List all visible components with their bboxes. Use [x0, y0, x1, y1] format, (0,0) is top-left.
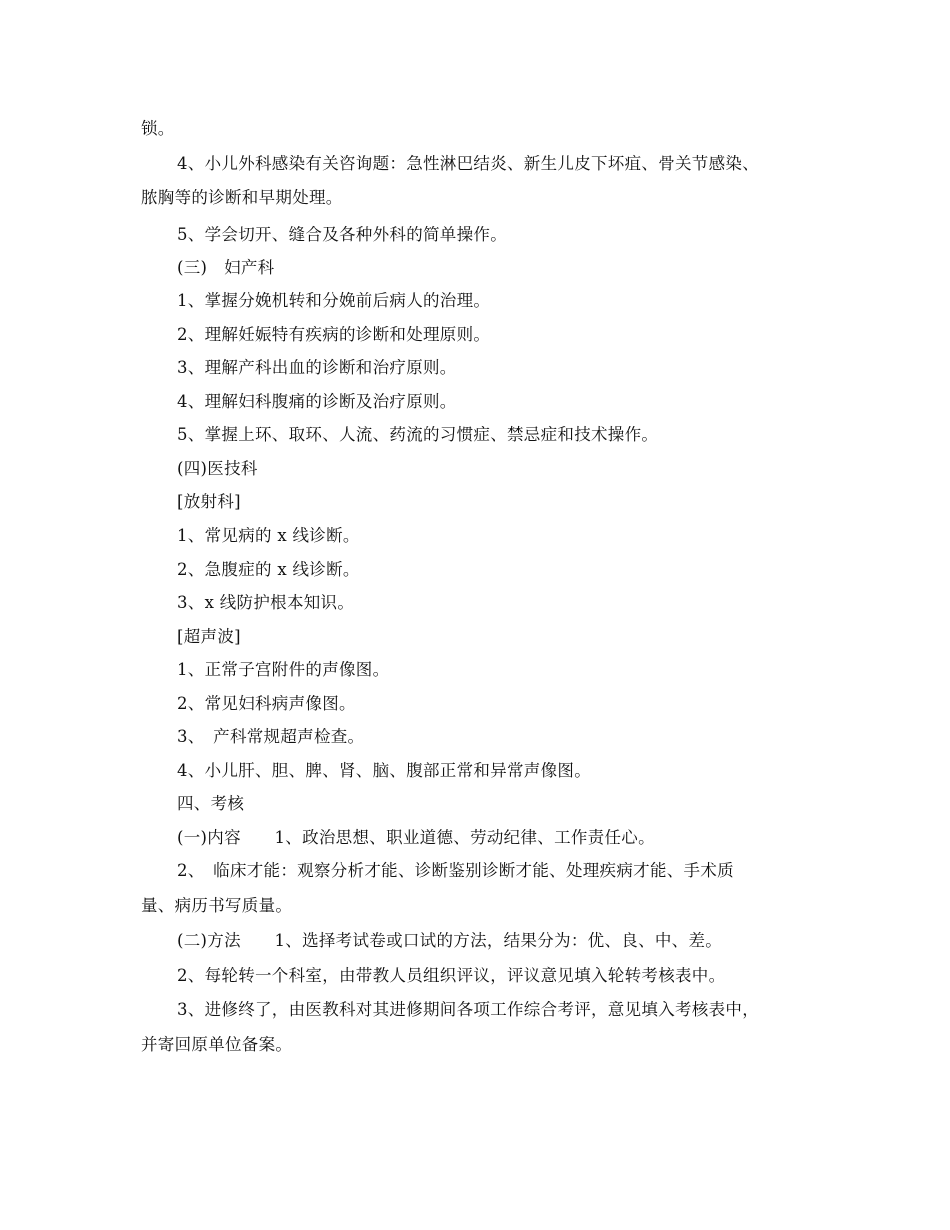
subsection-heading-radiology: [放射科]: [177, 492, 241, 511]
subsection-heading-ultrasound: [超声波]: [177, 627, 241, 646]
text-line-23: 2、 临床才能：观察分析才能、诊断鉴别诊断才能、处理疾病才能、手术质: [177, 861, 734, 880]
text-line-26: 2、每轮转一个科室，由带教人员组织评议，评议意见填入轮转考核表中。: [177, 966, 726, 985]
text-line-2: 4、小儿外科感染有关咨询题：急性淋巴结炎、新生儿皮下坏疽、骨关节感染、: [177, 154, 759, 173]
text-line-9: 4、理解妇科腹痛的诊断及治疗原则。: [177, 392, 457, 411]
text-line-8: 3、理解产科出血的诊断和治疗原则。: [177, 358, 457, 377]
section-heading-assessment: 四、考核: [177, 794, 245, 813]
text-line-7: 2、理解妊娠特有疾病的诊断和处理原则。: [177, 325, 491, 344]
text-line-1: 锁。: [141, 119, 175, 138]
text-line-24: 量、病历书写质量。: [141, 896, 293, 915]
section-heading-obstetrics: (三) 妇产科: [177, 258, 275, 277]
text-line-27: 3、进修终了，由医教科对其进修期间各项工作综合考评，意见填入考核表中，: [177, 1000, 759, 1019]
text-line-19: 3、 产科常规超声检查。: [177, 727, 365, 746]
text-line-6: 1、掌握分娩机转和分娩前后病人的治理。: [177, 291, 491, 310]
section-heading-medtech: (四)医技科: [177, 459, 258, 478]
text-line-28: 并寄回原单位备案。: [141, 1035, 293, 1054]
text-line-13: 1、常见病的 x 线诊断。: [177, 526, 360, 545]
text-line-4: 5、学会切开、缝合及各种外科的简单操作。: [177, 225, 507, 244]
text-line-15: 3、x 线防护根本知识。: [177, 593, 355, 612]
text-line-14: 2、急腹症的 x 线诊断。: [177, 560, 360, 579]
text-line-25: (二)方法 1、选择考试卷或口试的方法，结果分为：优、良、中、差。: [177, 931, 723, 950]
text-line-22: (一)内容 1、政治思想、职业道德、劳动纪律、工作责任心。: [177, 828, 655, 847]
text-line-20: 4、小儿肝、胆、脾、肾、脑、腹部正常和异常声像图。: [177, 761, 591, 780]
text-line-18: 2、常见妇科病声像图。: [177, 694, 356, 713]
text-line-3: 脓胸等的诊断和早期处理。: [141, 188, 343, 207]
text-line-17: 1、正常子宫附件的声像图。: [177, 660, 390, 679]
text-line-10: 5、掌握上环、取环、人流、药流的习惯症、禁忌症和技术操作。: [177, 425, 659, 444]
